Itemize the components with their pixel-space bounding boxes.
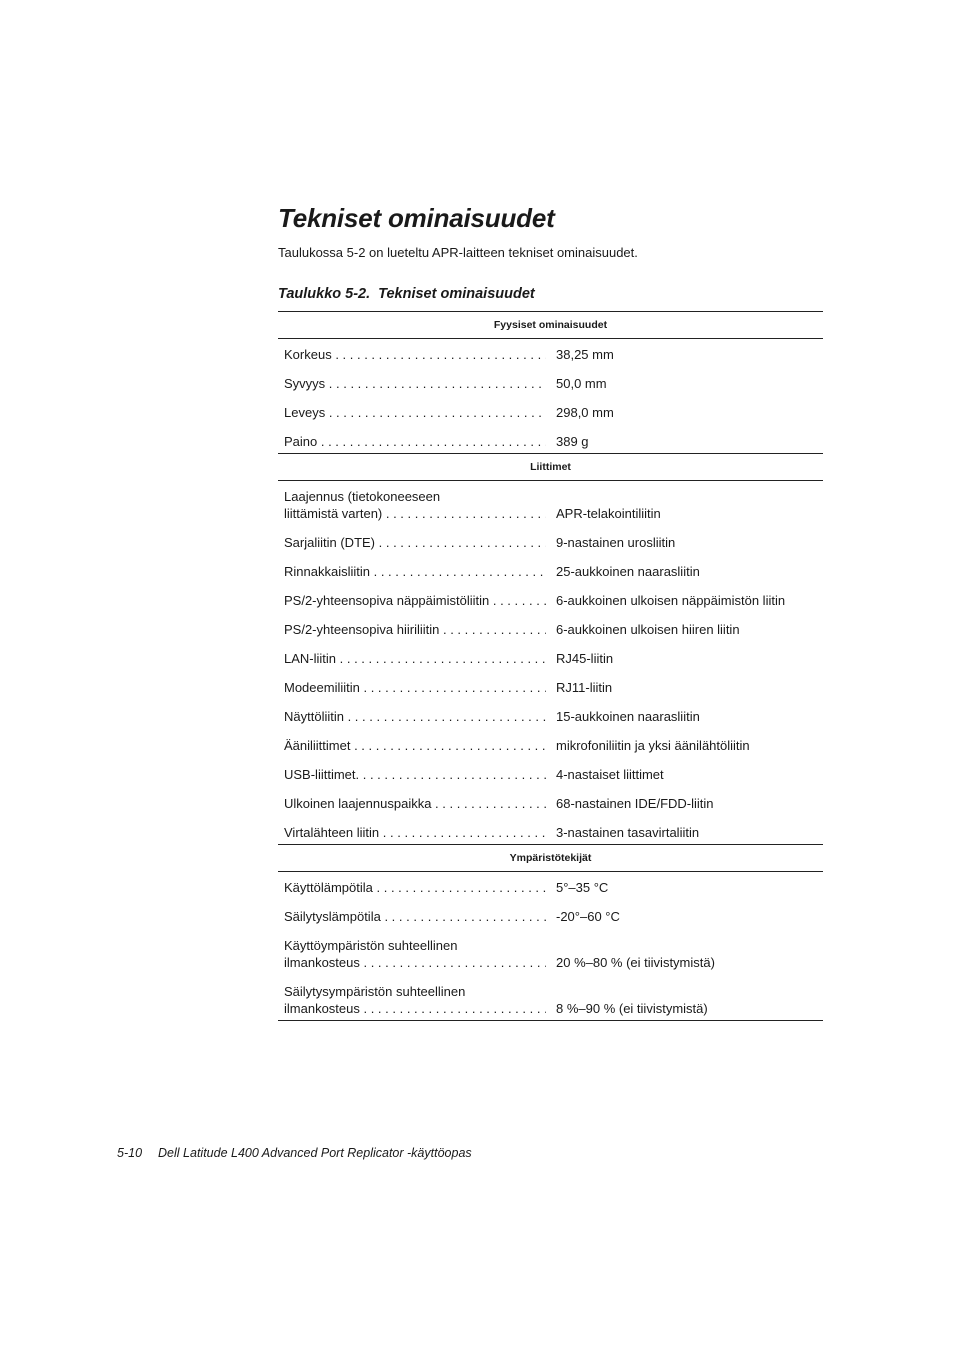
spec-row [278, 534, 823, 551]
spec-label-line: LAN-liitin . . . [284, 650, 546, 667]
spec-label [284, 433, 546, 450]
spec-value: 298,0 mm [556, 405, 614, 420]
spec-value: 6-aukkoinen ulkoisen hiiren liitin [556, 622, 740, 637]
spec-label-line: Paino . . . [284, 433, 546, 450]
spec-label [284, 346, 546, 363]
spec-label-line: Virtalähteen liitin . . . [284, 824, 546, 841]
spec-label-line: PS/2-yhteensopiva näppäimistöliitin . . . [284, 592, 546, 609]
spec-row [278, 737, 823, 754]
spec-row [278, 795, 823, 812]
spec-label-line: Ulkoinen laajennuspaikka . . . [284, 795, 546, 812]
spec-label-line: PS/2-yhteensopiva hiiriliitin . . . [284, 621, 546, 638]
spec-table [278, 311, 823, 1021]
spec-label-line: USB-liittimet. . . . [284, 766, 546, 783]
table-caption-number: Taulukko 5-2. [278, 286, 371, 302]
spec-value: APR-telakointiliitin [556, 506, 661, 521]
spec-value: 4-nastaiset liittimet [556, 767, 664, 782]
spec-label [284, 937, 546, 971]
spec-row [278, 879, 823, 896]
spec-value: 25-aukkoinen naarasliitin [556, 564, 700, 579]
spec-label-line: Säilytysympäristön suhteellinen [284, 984, 466, 999]
spec-label [284, 375, 546, 392]
spec-row [278, 346, 823, 363]
spec-label-line: Säilytyslämpötila . . . [284, 908, 546, 925]
page-heading: Tekniset ominaisuudet [278, 203, 555, 233]
spec-label-line: Näyttöliitin . . . [284, 708, 546, 725]
spec-row [278, 375, 823, 392]
spec-label [284, 621, 546, 638]
spec-label [284, 824, 546, 841]
section-body [278, 872, 823, 1021]
spec-label [284, 908, 546, 925]
spec-row [278, 908, 823, 925]
spec-value: 9-nastainen urosliitin [556, 535, 676, 550]
spec-label-line: Modeemiliitin . . . [284, 679, 546, 696]
spec-label-line: Syvyys . . . [284, 375, 546, 392]
spec-row [278, 404, 823, 421]
spec-label-line: Leveys . . . [284, 404, 546, 421]
spec-value: RJ45-liitin [556, 651, 614, 666]
spec-label-line: ilmankosteus . . . [284, 954, 546, 971]
page-footer [117, 1146, 472, 1160]
spec-label-line: ilmankosteus . . . [284, 1000, 546, 1017]
spec-row [278, 766, 823, 783]
section-body [278, 481, 823, 845]
spec-value: 6-aukkoinen ulkoisen näppäimistön liitin [556, 593, 786, 608]
spec-value: 3-nastainen tasavirtaliitin [556, 825, 700, 840]
spec-value: 38,25 mm [556, 347, 614, 362]
spec-label-line: Ääniliittimet . . . [284, 737, 546, 754]
spec-row [278, 621, 823, 638]
spec-row [278, 563, 823, 580]
spec-value: 68-nastainen IDE/FDD-liitin [556, 796, 714, 811]
spec-value: -20°–60 °C [556, 909, 620, 924]
spec-value: 389 g [556, 434, 589, 449]
spec-value: 8 %–90 % (ei tiivistymistä) [556, 1001, 708, 1016]
spec-label-line: liittämistä varten) . . . [284, 505, 546, 522]
spec-label [284, 983, 546, 1017]
spec-row [278, 824, 823, 841]
spec-label [284, 766, 546, 783]
spec-value: 20 %–80 % (ei tiivistymistä) [556, 955, 715, 970]
section-body [278, 339, 823, 454]
spec-label [284, 737, 546, 754]
spec-row [278, 592, 823, 609]
spec-label [284, 592, 546, 609]
table-caption-title: Tekniset ominaisuudet [378, 286, 535, 302]
spec-row [278, 488, 823, 522]
section-heading: Ympäristötekijät [278, 845, 823, 872]
spec-value: 50,0 mm [556, 376, 607, 391]
spec-label-line: Käyttölämpötila . . . [284, 879, 546, 896]
spec-row [278, 650, 823, 667]
spec-label [284, 404, 546, 421]
spec-label-line: Korkeus . . . [284, 346, 546, 363]
spec-row [278, 937, 823, 971]
spec-label-line: Rinnakkaisliitin . . . [284, 563, 546, 580]
spec-row [278, 433, 823, 450]
table-caption [278, 286, 535, 302]
spec-label [284, 488, 546, 522]
spec-row [278, 708, 823, 725]
spec-label [284, 679, 546, 696]
page-number: 5-10 [117, 1146, 143, 1160]
section-heading: Fyysiset ominaisuudet [278, 312, 823, 339]
spec-label [284, 650, 546, 667]
spec-value: RJ11-liitin [556, 680, 613, 695]
spec-value: 15-aukkoinen naarasliitin [556, 709, 700, 724]
spec-label [284, 795, 546, 812]
section-heading: Liittimet [278, 454, 823, 481]
spec-label-line: Laajennus (tietokoneeseen [284, 489, 441, 504]
spec-value: 5°–35 °C [556, 880, 609, 895]
spec-value: mikrofoniliitin ja yksi äänilähtöliitin [556, 738, 750, 753]
spec-label [284, 534, 546, 551]
intro-text: Taulukossa 5-2 on lueteltu APR-laitteen tekniset ominaisuudet. [278, 245, 638, 260]
spec-label [284, 563, 546, 580]
spec-label-line: Sarjaliitin (DTE) . . . [284, 534, 546, 551]
spec-row [278, 679, 823, 696]
book-title: Dell Latitude L400 Advanced Port Replicator -käyttöopas [158, 1146, 472, 1160]
spec-label [284, 708, 546, 725]
spec-row [278, 983, 823, 1017]
spec-label-line: Käyttöympäristön suhteellinen [284, 938, 458, 953]
spec-label [284, 879, 546, 896]
